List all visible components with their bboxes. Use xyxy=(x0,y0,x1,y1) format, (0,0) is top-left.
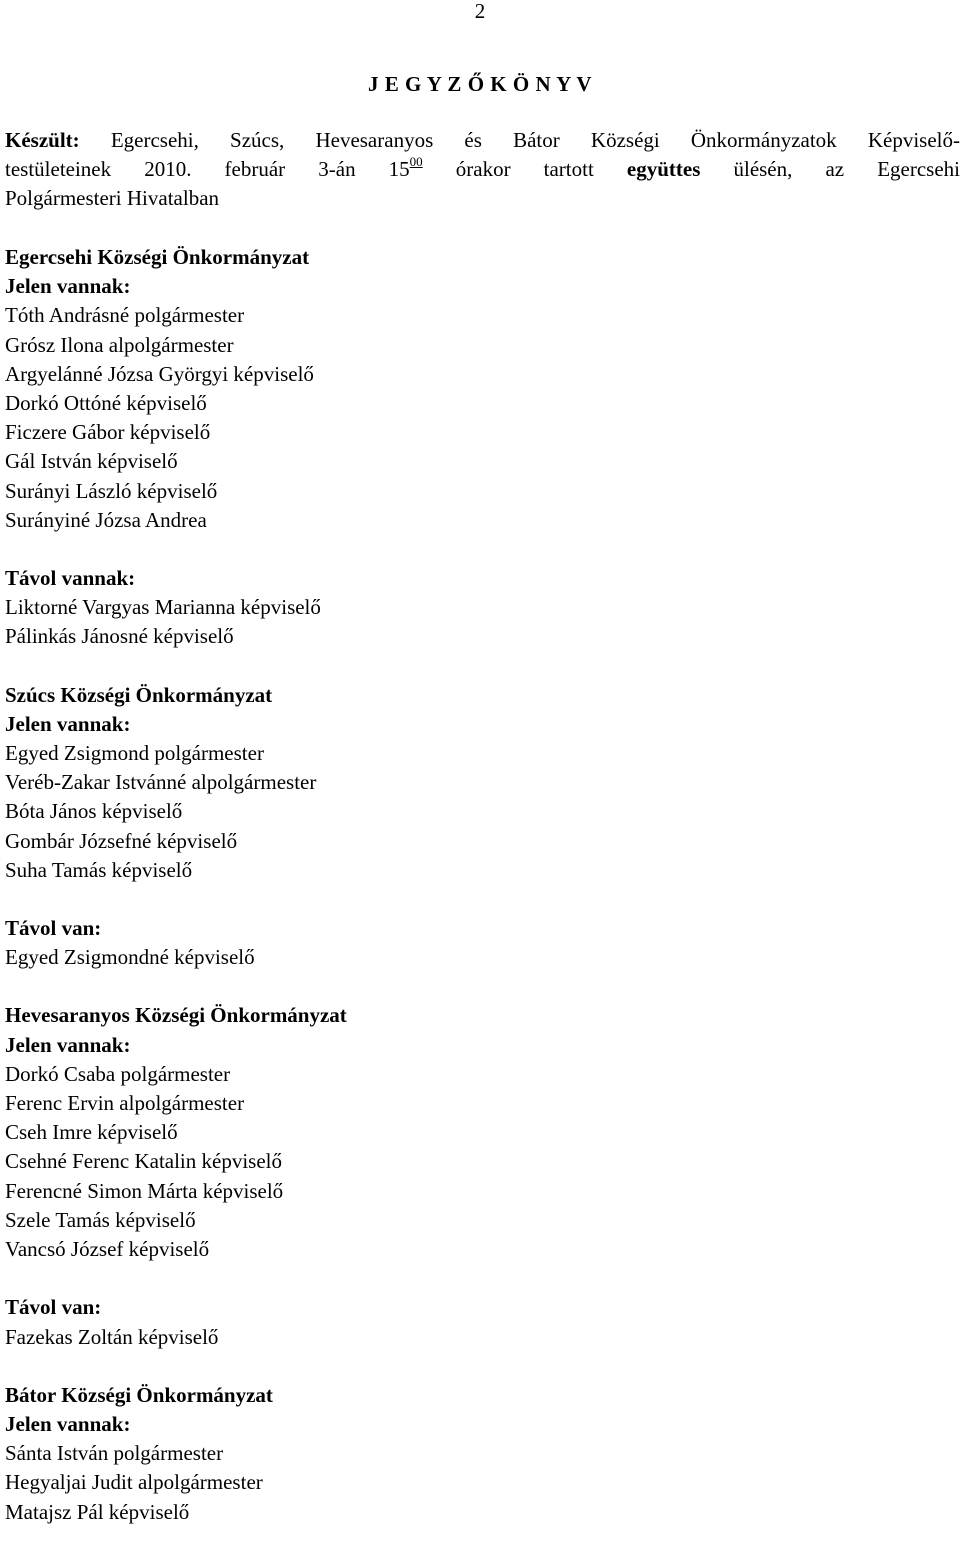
present-member: Hegyaljai Judit alpolgármester xyxy=(5,1470,263,1495)
intro-line-3: Polgármesteri Hivatalban xyxy=(5,186,220,210)
present-label: Jelen vannak: xyxy=(5,274,131,299)
present-member: Ferencné Simon Márta képviselő xyxy=(5,1178,284,1203)
document-title: J E G Y Z Ő K Ö N Y V xyxy=(367,72,593,96)
present-member: Ficzere Gábor képviselő xyxy=(5,420,211,445)
page-number: 2 xyxy=(474,0,486,23)
present-member: Grósz Ilona alpolgármester xyxy=(5,332,234,357)
municipality-section xyxy=(5,681,945,885)
absent-member: Fazekas Zoltán képviselő xyxy=(5,1324,219,1349)
intro-line-1-text: Egercsehi, Szúcs, Hevesaranyos és Bátor Községi Önkormányzatok Képviselő- xyxy=(79,128,960,152)
municipality-heading: Egercsehi Községi Önkormányzat xyxy=(5,245,310,269)
present-label: Jelen vannak: xyxy=(5,1032,131,1057)
present-member: Surányiné Józsa Andrea xyxy=(5,507,207,532)
absent-member: Pálinkás Jánosné képviselő xyxy=(5,624,234,649)
absent-group xyxy=(5,914,945,972)
present-member: Gombár Józsefné képviselő xyxy=(5,828,238,853)
municipality-heading: Hevesaranyos Községi Önkormányzat xyxy=(5,1003,347,1028)
municipality-section xyxy=(5,1001,945,1264)
present-member: Bóta János képviselő xyxy=(5,799,183,824)
present-member: Egyed Zsigmond polgármester xyxy=(5,741,264,766)
intro-paragraph xyxy=(5,126,960,213)
municipality-heading: Bátor Községi Önkormányzat xyxy=(5,1382,273,1407)
absent-group xyxy=(5,1293,945,1351)
present-member: Surányi László képviselő xyxy=(5,478,218,503)
intro-line-2-c: ülésén, az Egercsehi xyxy=(700,157,960,181)
attendance-list xyxy=(5,243,945,1556)
present-member: Ferenc Ervin alpolgármester xyxy=(5,1091,245,1116)
absent-member: Egyed Zsigmondné képviselő xyxy=(5,945,255,970)
present-member: Tóth Andrásné polgármester xyxy=(5,303,245,328)
intro-time-superscript: 00 xyxy=(409,154,423,169)
present-member: Dorkó Ottóné képviselő xyxy=(5,391,207,416)
municipality-section xyxy=(5,1381,945,1527)
municipality-heading: Szúcs Községi Önkormányzat xyxy=(5,682,273,707)
present-member: Gál István képviselő xyxy=(5,449,178,474)
present-member: Dorkó Csaba polgármester xyxy=(5,1061,231,1086)
present-member: Matajsz Pál képviselő xyxy=(5,1499,190,1524)
present-member: Veréb-Zakar Istvánné alpolgármester xyxy=(5,770,317,795)
municipality-section xyxy=(5,243,945,535)
present-member: Szele Tamás képviselő xyxy=(5,1207,196,1232)
intro-line-2 xyxy=(5,155,960,184)
absent-group xyxy=(5,564,945,652)
intro-line-2-a: testületeinek 2010. február 3-án 15 xyxy=(5,157,410,181)
present-member: Suha Tamás képviselő xyxy=(5,857,193,882)
absent-label: Távol vannak: xyxy=(5,566,136,591)
present-member: Vancsó József képviselő xyxy=(5,1237,210,1262)
intro-line-2-b: órakor tartott xyxy=(422,157,627,181)
present-label: Jelen vannak: xyxy=(5,1411,131,1436)
absent-member: Liktorné Vargyas Marianna képviselő xyxy=(5,595,321,620)
intro-label: Készült: xyxy=(5,128,80,152)
present-label: Jelen vannak: xyxy=(5,711,131,736)
present-member: Cseh Imre képviselő xyxy=(5,1120,178,1145)
present-member: Csehné Ferenc Katalin képviselő xyxy=(5,1149,282,1174)
intro-bold-word: együttes xyxy=(626,157,701,181)
present-member: Argyelánné Józsa Györgyi képviselő xyxy=(5,361,314,386)
absent-label: Távol van: xyxy=(5,1295,102,1320)
present-member: Sánta István polgármester xyxy=(5,1441,224,1466)
absent-label: Távol van: xyxy=(5,916,102,941)
intro-line-1 xyxy=(5,126,960,155)
